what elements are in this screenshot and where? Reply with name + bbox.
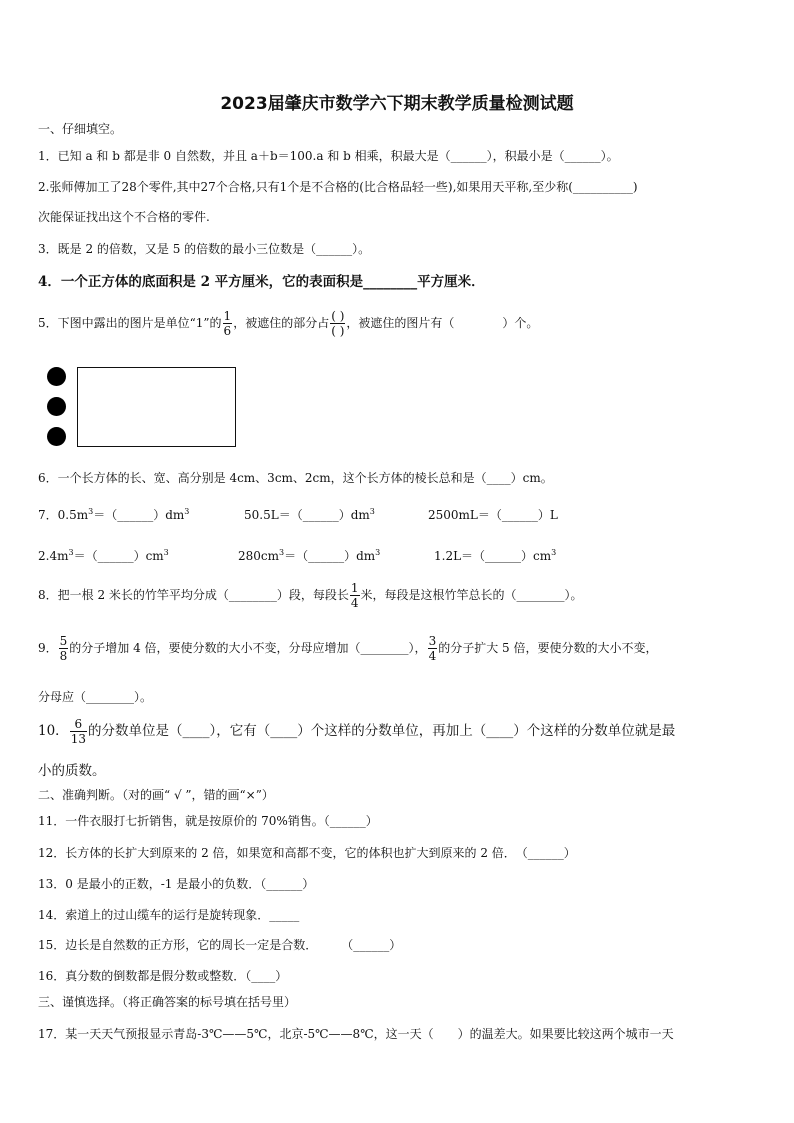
fraction-one-quarter [350, 581, 360, 610]
question-6: 6．一个长方体的长、宽、高分别是 4cm、3cm、2cm，这个长方体的棱长总和是（____）cm。 [38, 471, 553, 485]
question-9-line-2: 分母应（________）。 [38, 690, 153, 704]
q5-middle: ，被遮住的部分占 [233, 316, 330, 330]
blank-fraction [330, 309, 345, 338]
q7-d-sup2: 3 [163, 548, 169, 557]
blank-denominator: ( ) [331, 324, 345, 338]
question-5 [38, 305, 538, 341]
fraction-numerator: 5 [59, 634, 68, 648]
question-9 [38, 631, 657, 665]
q10-prefix: 10． [38, 723, 69, 739]
q8-suffix: 米，每段是这根竹竿总长的（________）。 [360, 588, 583, 602]
fraction-numerator: 1 [350, 581, 359, 595]
section-1-heading: 一、仔细填空。 [38, 122, 123, 136]
question-2-line-1: 2.张师傅加工了28个零件,其中27个合格,只有1个是不合格的(比合格品轻一些),如果用天平称,至少称(__________) [38, 180, 638, 194]
fraction-numerator: 1 [223, 309, 232, 323]
question-13: 13．0 是最小的正数，-1 是最小的负数．（______） [38, 877, 315, 891]
question-10-line-2: 小的质数。 [38, 763, 106, 779]
q5-prefix: 5．下图中露出的图片是单位“1”的 [38, 316, 222, 330]
question-11: 11．一件衣服打七折销售，就是按原价的 70%销售。（______） [38, 814, 378, 828]
question-14: 14．索道上的过山缆车的运行是旋转现象．_____ [38, 908, 300, 922]
q7-f-sup: 3 [551, 548, 557, 557]
question-7-b [244, 506, 375, 523]
question-7-c: 2500mL＝（______）L [428, 508, 558, 522]
fraction-denominator: 13 [70, 732, 86, 746]
q8-prefix: 8．把一根 2 米长的竹竿平均分成（________）段，每段长 [38, 588, 349, 602]
section-3-heading: 三、谨慎选择。（将正确答案的标号填在括号里） [38, 995, 297, 1009]
fraction-three-quarters [428, 634, 438, 663]
question-16: 16．真分数的倒数都是假分数或整数．（____） [38, 969, 288, 983]
q10-suffix: 的分数单位是（____），它有（____）个这样的分数单位，再加上（____）个这样的分数单位就是最 [87, 723, 676, 739]
fraction-denominator: 6 [223, 324, 232, 338]
q7-a-sup: 3 [88, 507, 94, 516]
q7-a-left: 7．0.5m [38, 508, 89, 522]
q7-f: 1.2L＝（______）cm [434, 549, 552, 563]
fraction-numerator: 3 [428, 634, 437, 648]
q9-prefix: 9． [38, 641, 58, 655]
q7-e-right: ＝（______）dm [284, 549, 376, 563]
question-4: 4．一个正方体的底面积是 2 平方厘米，它的表面积是________平方厘米． [38, 274, 485, 290]
question-1: 1．已知 a 和 b 都是非 0 自然数，并且 a＋b＝100.a 和 b 相乘，积最大是（______），积最小是（______）。 [38, 149, 619, 163]
question-8 [38, 578, 583, 612]
q7-e-sup2: 3 [375, 548, 381, 557]
q7-b-sup: 3 [369, 507, 375, 516]
question-17: 17．某一天天气预报显示青岛-3℃——5℃，北京-5℃——8℃，这一天（ ）的温差大。如果要比较这两个城市一天 [38, 1027, 674, 1041]
q7-d-left: 2.4m [38, 549, 69, 563]
question-7-f [434, 547, 556, 564]
fraction-numerator: 6 [70, 717, 87, 732]
dot-icon [47, 367, 66, 386]
dot-icon [47, 397, 66, 416]
page-title: 2023届肇庆市数学六下期末教学质量检测试题 [220, 94, 574, 114]
question-2-line-2: 次能保证找出这个不合格的零件. [38, 210, 210, 224]
fraction-six-thirteenths [70, 717, 87, 746]
q9-middle: 的分子增加 4 倍，要使分数的大小不变，分母应增加（________）， [69, 641, 427, 655]
q7-a-sup2: 3 [184, 507, 190, 516]
q9-suffix: 的分子扩大 5 倍，要使分数的大小不变， [438, 641, 658, 655]
fraction-five-eighths [59, 634, 69, 663]
question-7-d [38, 547, 169, 564]
q5-suffix: ，被遮住的图片有（ ）个。 [346, 316, 539, 330]
q7-d-right: ＝（______）cm [73, 549, 164, 563]
question-7-e [238, 547, 380, 564]
q7-b: 50.5L＝（______）dm [244, 508, 370, 522]
q7-d-sup: 3 [68, 548, 74, 557]
fraction-denominator: 4 [428, 649, 437, 663]
question-15: 15．边长是自然数的正方形，它的周长一定是合数． （______） [38, 938, 402, 952]
dot-icon [47, 427, 66, 446]
blank-numerator: ( ) [331, 309, 345, 323]
question-12: 12．长方体的长扩大到原来的 2 倍，如果宽和高都不变，它的体积也扩大到原来的 2 倍． （______） [38, 846, 576, 860]
question-10 [38, 713, 675, 749]
q7-a-right: ＝（______）dm [93, 508, 185, 522]
fraction-denominator: 8 [59, 649, 68, 663]
question-7-a [38, 506, 189, 523]
fraction-one-sixth [223, 309, 233, 338]
question-3: 3．既是 2 的倍数，又是 5 的倍数的最小三位数是（______）。 [38, 242, 371, 256]
fraction-denominator: 4 [350, 596, 359, 610]
section-2-heading: 二、准确判断。（对的画“ √ ”，错的画“×”） [38, 788, 274, 802]
q7-e-left: 280cm [238, 549, 280, 563]
q7-e-sup: 3 [279, 548, 285, 557]
covering-rectangle [77, 367, 236, 447]
